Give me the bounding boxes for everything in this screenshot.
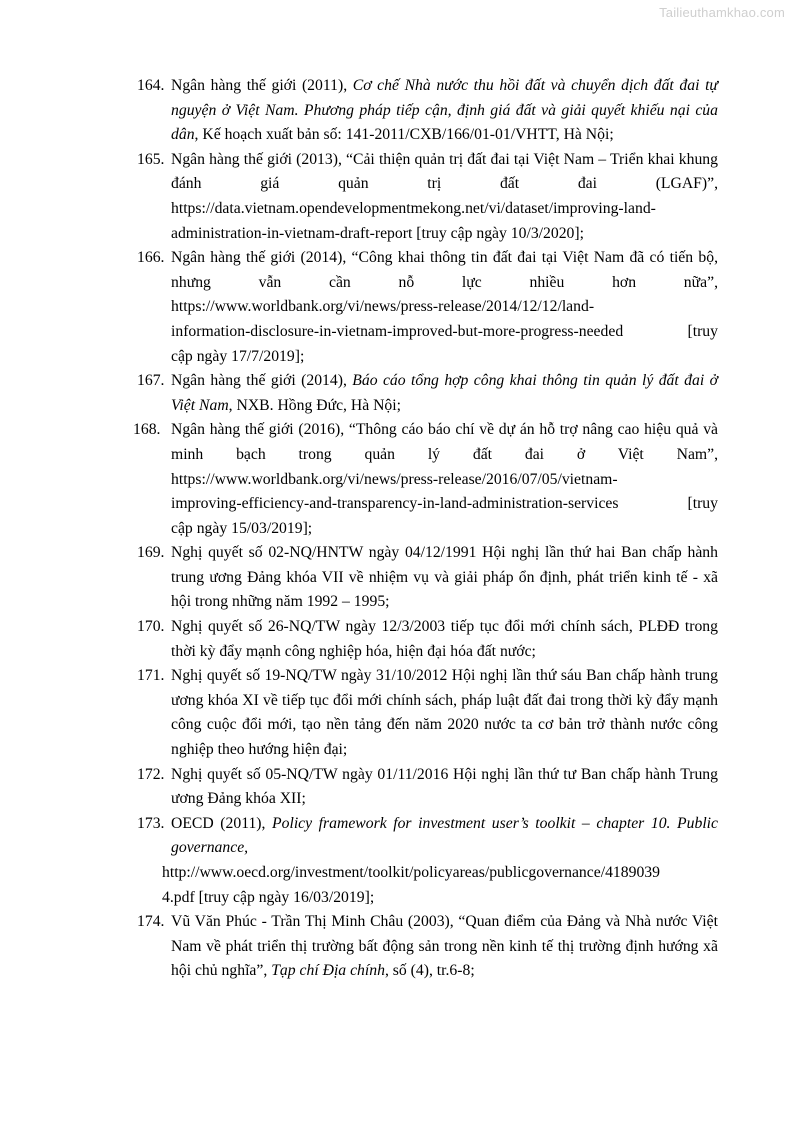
reference-text: Vũ Văn Phúc - Trần Thị Minh Châu (2003), “Quan điểm của Đảng và Nhà nước Việt Nam về phát triển thị trường bất động sản trong nền kinh tế thị trường định hướng xã hội chủ nghĩa”,: [171, 913, 718, 980]
reference-number: 171.: [137, 667, 165, 685]
reference-url: 4.pdf [truy cập ngày 16/03/2019];: [162, 888, 375, 906]
reference-item-169: [0, 541, 718, 615]
reference-item-172: [0, 763, 718, 812]
reference-number: 166.: [137, 249, 165, 267]
reference-item-170: [0, 615, 718, 664]
reference-text: Nghị quyết số 19-NQ/TW ngày 31/10/2012 Hội nghị lần thứ sáu Ban chấp hành trung ương khóa XI về tiếp tục đổi mới chính sách, pháp luật đất đai trong thời kỳ đẩy mạnh công cuộc đổi mới, tạo nền tảng đến năm 2020 nước ta cơ bản trở thành nước công nghiệp theo hướng hiện đại;: [171, 667, 718, 759]
reference-item-168: [0, 418, 718, 541]
reference-title: Cơ chế Nhà nước thu hồi đất và chuyển dịch đất đai tự nguyện ở Việt Nam. Phương pháp tiếp cận, định giá đất và giải quyết khiếu nại của dân: [171, 77, 718, 144]
reference-text: Ngân hàng thế giới (2014), “Công khai thông tin đất đai tại Việt Nam đã có tiến bộ, nhưng vẫn cần nỗ lực nhiều hơn nữa”,: [171, 249, 718, 291]
reference-url: improving-efficiency-and-transparency-in-land-administration-services [truy: [171, 495, 718, 513]
reference-item-167: [0, 369, 718, 418]
reference-url: cập ngày 17/7/2019];: [171, 347, 305, 365]
reference-number: 165.: [137, 150, 165, 168]
reference-url: http://www.oecd.org/investment/toolkit/policyareas/publicgovernance/4189039: [162, 864, 660, 881]
reference-text: Ngân hàng thế giới (2011),: [171, 77, 353, 94]
reference-text: , số (4), tr.6-8;: [384, 962, 475, 980]
reference-number: 174.: [137, 913, 165, 931]
reference-item-171: [0, 664, 718, 762]
reference-item-173: [0, 812, 718, 910]
reference-number: 170.: [137, 618, 165, 636]
reference-item-166: [0, 246, 718, 369]
reference-number: 173.: [137, 814, 165, 832]
reference-text: Nghị quyết số 02-NQ/HNTW ngày 04/12/1991 Hội nghị lần thứ hai Ban chấp hành trung ương Đảng khóa VII về nhiệm vụ và giải pháp ổn định, phát triển kinh tế - xã hội trong những năm 1992 – 1995;: [171, 544, 718, 611]
reference-text: , Kế hoạch xuất bản số: 141-2011/CXB/166/01-01/VHTT, Hà Nội;: [194, 126, 614, 144]
reference-item-165: [0, 148, 718, 246]
reference-text: Ngân hàng thế giới (2013), “Cải thiện quản trị đất đai tại Việt Nam – Triển khai khung đánh giá quản trị đất đai (LGAF)”,: [171, 150, 718, 193]
reference-number: 168.: [133, 421, 161, 439]
reference-title: Báo cáo tổng hợp công khai thông tin quản lý đất đai ở Việt Nam: [171, 372, 718, 414]
reference-url: https://www.worldbank.org/vi/news/press-release/2016/07/05/vietnam-: [171, 470, 618, 488]
reference-text: Nghị quyết số 05-NQ/TW ngày 01/11/2016 Hội nghị lần thứ tư Ban chấp hành Trung ương Đảng khóa XII;: [171, 765, 718, 808]
reference-url: https://data.vietnam.opendevelopmentmekong.net/vi/dataset/improving-land-: [171, 199, 656, 217]
reference-url: administration-in-vietnam-draft-report [truy cập ngày 10/3/2020];: [171, 224, 584, 242]
reference-title: Policy framework for investment user’s toolkit – chapter 10. Public governance,: [171, 814, 718, 857]
reference-number: 167.: [137, 372, 165, 390]
reference-text: Nghị quyết số 26-NQ/TW ngày 12/3/2003 tiếp tục đổi mới chính sách, PLĐĐ trong thời kỳ đẩy mạnh công nghiệp hóa, hiện đại hóa đất nước;: [171, 618, 718, 660]
reference-url: cập ngày 15/03/2019];: [171, 519, 313, 537]
reference-url: information-disclosure-in-vietnam-improved-but-more-progress-needed [truy: [171, 322, 718, 340]
reference-number: 164.: [137, 77, 165, 94]
reference-url: https://www.worldbank.org/vi/news/press-release/2014/12/12/land-: [171, 298, 595, 316]
reference-item-164: [0, 74, 718, 148]
reference-text: Ngân hàng thế giới (2016), “Thông cáo báo chí về dự án hỗ trợ nâng cao hiệu quả và minh bạch trong quản lý đất đai ở Việt Nam”,: [171, 421, 718, 463]
reference-text: [162, 812, 718, 861]
reference-number: 172.: [137, 765, 165, 783]
reference-author: OECD (2011),: [171, 814, 273, 832]
reference-item-174: [0, 910, 718, 984]
reference-number: 169.: [137, 544, 165, 562]
reference-list: [0, 74, 794, 984]
reference-text: Ngân hàng thế giới (2014),: [171, 372, 353, 390]
reference-title: Tạp chí Địa chính: [271, 962, 385, 980]
watermark: Tailieuthamkhao.com: [659, 5, 785, 20]
reference-text: , NXB. Hồng Đức, Hà Nội;: [228, 396, 401, 414]
